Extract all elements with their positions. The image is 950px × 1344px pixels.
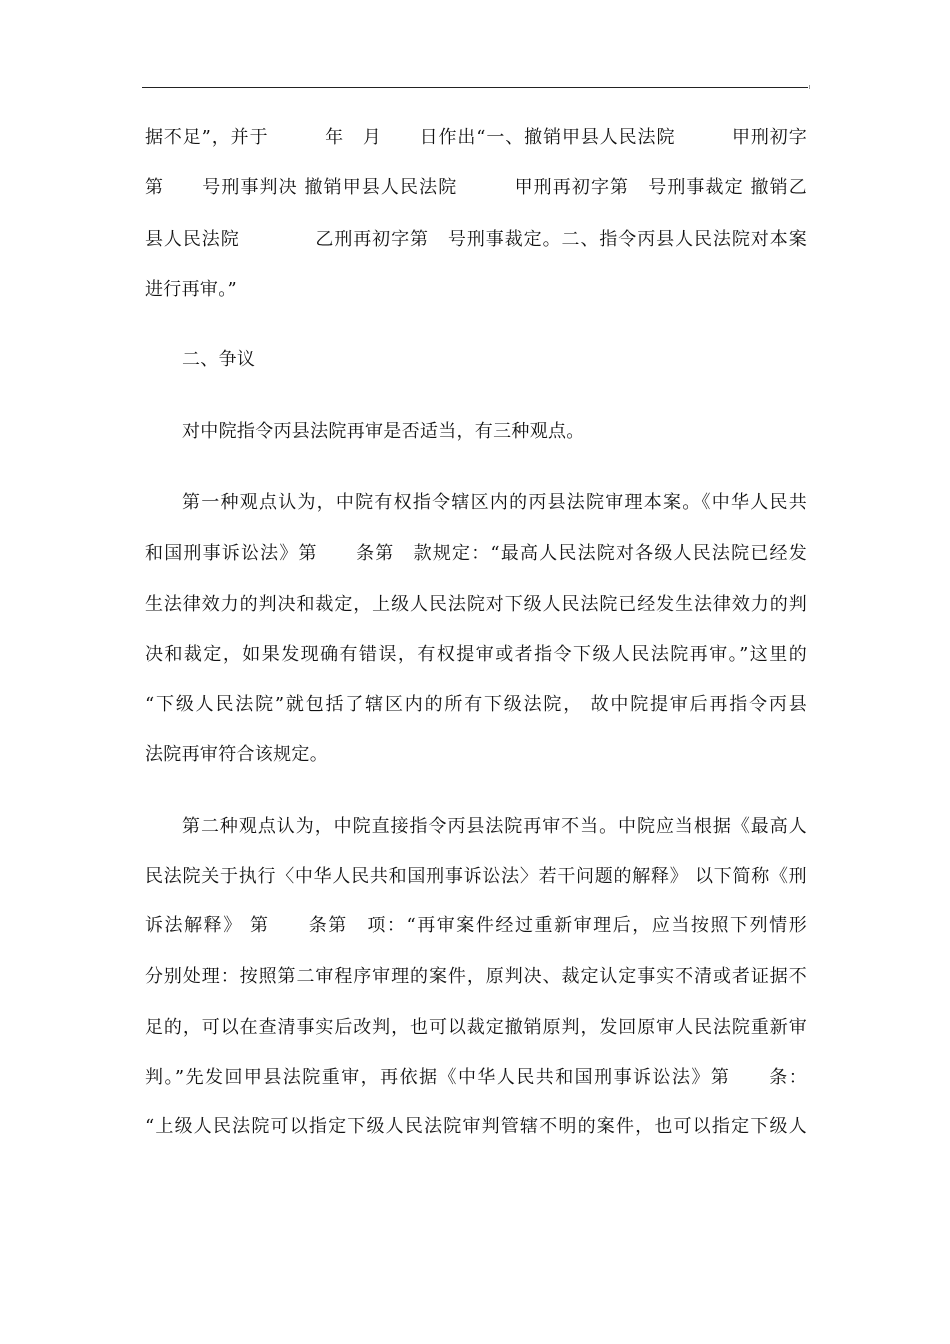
- body-text-line: “下级人民法院”就包括了辖区内的所有下级法院， 故中院提审后再指令丙县: [145, 694, 807, 715]
- body-text-line: 法院再审符合该规定。: [145, 744, 328, 765]
- body-text-line: 对中院指令丙县法院再审是否适当，有三种观点。: [182, 421, 585, 442]
- body-text-line: “上级人民法院可以指定下级人民法院审判管辖不明的案件，也可以指定下级人: [145, 1116, 807, 1137]
- body-text-line: 进行再审。”: [145, 279, 238, 300]
- body-text-line: 第二种观点认为，中院直接指令丙县法院再审不当。中院应当根据《最高人: [182, 816, 807, 837]
- body-text-line: 和国刑事诉讼法》第 条第 款规定：“最高人民法院对各级人民法院已经发: [145, 543, 807, 564]
- body-text-line: 县人民法院 乙刑再初字第 号刑事裁定。二、指令丙县人民法院对本案: [145, 229, 807, 250]
- body-text-line: 第 号刑事判决 撤销甲县人民法院 甲刑再初字第 号刑事裁定 撤销乙: [145, 177, 807, 198]
- section-heading: 二、争议: [182, 349, 256, 370]
- body-text-line: 判。”先发回甲县法院重审，再依据《中华人民共和国刑事诉讼法》第 条：: [145, 1067, 807, 1088]
- body-text-line: 分别处理：按照第二审程序审理的案件，原判决、裁定认定事实不清或者证据不: [145, 966, 807, 987]
- body-text-line: 足的，可以在查清事实后改判，也可以裁定撤销原判，发回原审人民法院重新审: [145, 1017, 807, 1038]
- body-text-line: 第一种观点认为，中院有权指令辖区内的丙县法院审理本案。《中华人民共: [182, 492, 807, 513]
- rule-end-mark: [809, 85, 810, 89]
- body-text-line: 决和裁定，如果发现确有错误，有权提审或者指令下级人民法院再审。”这里的: [145, 644, 807, 665]
- body-text-line: 生法律效力的判决和裁定，上级人民法院对下级人民法院已经发生法律效力的判: [145, 594, 807, 615]
- body-text-line: 民法院关于执行〈中华人民共和国刑事诉讼法〉若干问题的解释》 以下简称《刑: [145, 866, 807, 887]
- header-rule: [142, 87, 808, 88]
- body-text-line: 据不足”，并于 年 月 日作出“一、撤销甲县人民法院 甲刑初字: [145, 127, 807, 148]
- body-text-line: 诉法解释》 第 条第 项：“再审案件经过重新审理后，应当按照下列情形: [145, 915, 807, 936]
